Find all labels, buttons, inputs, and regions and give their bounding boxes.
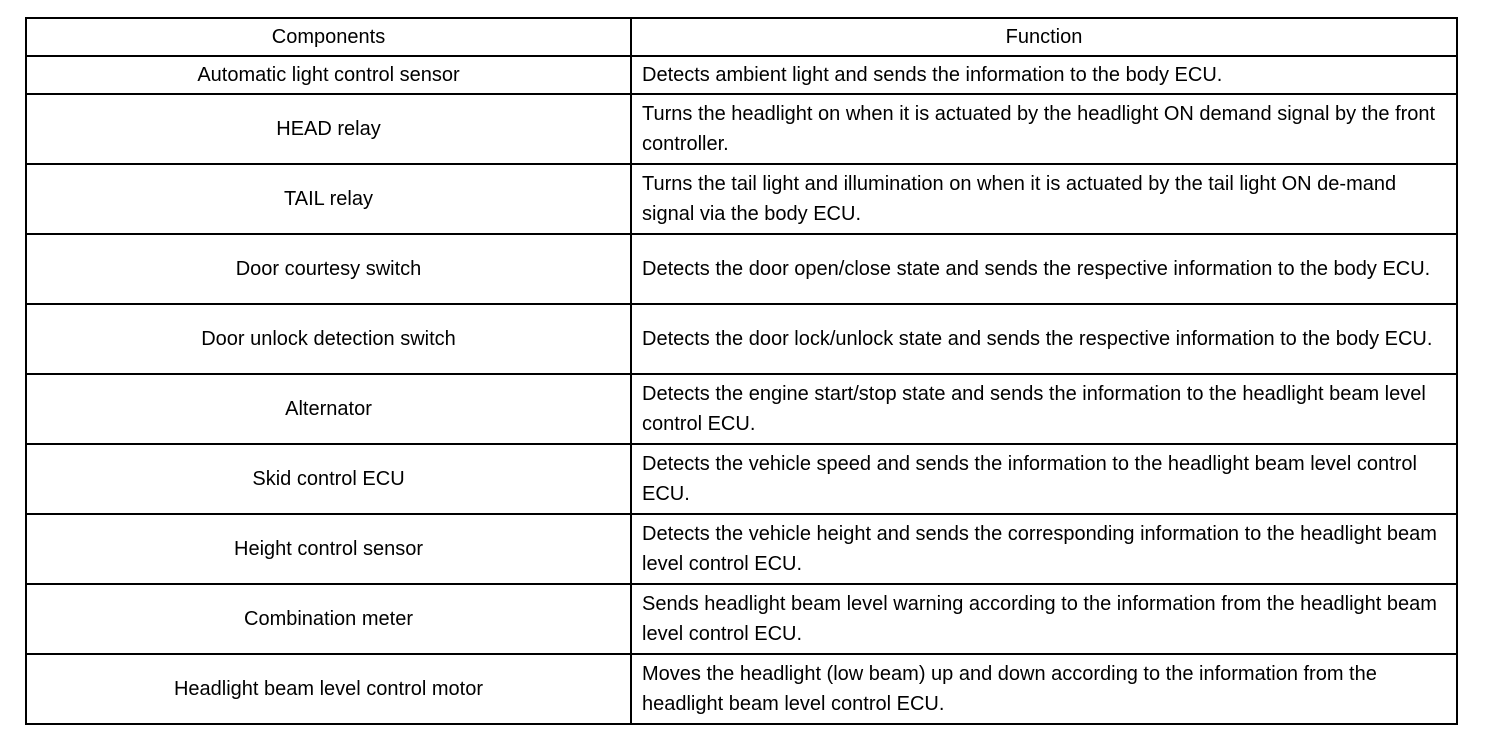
component-cell: Headlight beam level control motor — [26, 654, 631, 724]
component-cell: Height control sensor — [26, 514, 631, 584]
function-cell: Detects ambient light and sends the information to the body ECU. — [631, 56, 1457, 94]
component-cell: Skid control ECU — [26, 444, 631, 514]
components-function-table — [25, 17, 1458, 725]
component-cell: Automatic light control sensor — [26, 56, 631, 94]
component-cell: Combination meter — [26, 584, 631, 654]
component-cell: TAIL relay — [26, 164, 631, 234]
component-cell: Alternator — [26, 374, 631, 444]
table-row — [26, 374, 1457, 444]
function-cell: Detects the vehicle speed and sends the information to the headlight beam level control ECU. — [631, 444, 1457, 514]
table-header-row — [26, 18, 1457, 56]
header-components: Components — [26, 18, 631, 56]
component-cell: Door unlock detection switch — [26, 304, 631, 374]
table-row — [26, 164, 1457, 234]
function-cell: Moves the headlight (low beam) up and down according to the information from the headlight beam level control ECU. — [631, 654, 1457, 724]
component-cell: Door courtesy switch — [26, 234, 631, 304]
table-row — [26, 304, 1457, 374]
table-row — [26, 94, 1457, 164]
function-cell: Turns the tail light and illumination on when it is actuated by the tail light ON de-mand signal via the body ECU. — [631, 164, 1457, 234]
table-row — [26, 514, 1457, 584]
table-row — [26, 584, 1457, 654]
function-cell: Detects the door lock/unlock state and sends the respective information to the body ECU. — [631, 304, 1457, 374]
header-function: Function — [631, 18, 1457, 56]
table-row — [26, 654, 1457, 724]
function-cell: Turns the headlight on when it is actuated by the headlight ON demand signal by the front controller. — [631, 94, 1457, 164]
component-cell: HEAD relay — [26, 94, 631, 164]
table-row — [26, 444, 1457, 514]
function-cell: Detects the engine start/stop state and sends the information to the headlight beam level control ECU. — [631, 374, 1457, 444]
table-row — [26, 56, 1457, 94]
function-cell: Detects the door open/close state and sends the respective information to the body ECU. — [631, 234, 1457, 304]
table-row — [26, 234, 1457, 304]
function-cell: Sends headlight beam level warning according to the information from the headlight beam level control ECU. — [631, 584, 1457, 654]
function-cell: Detects the vehicle height and sends the corresponding information to the headlight beam level control ECU. — [631, 514, 1457, 584]
